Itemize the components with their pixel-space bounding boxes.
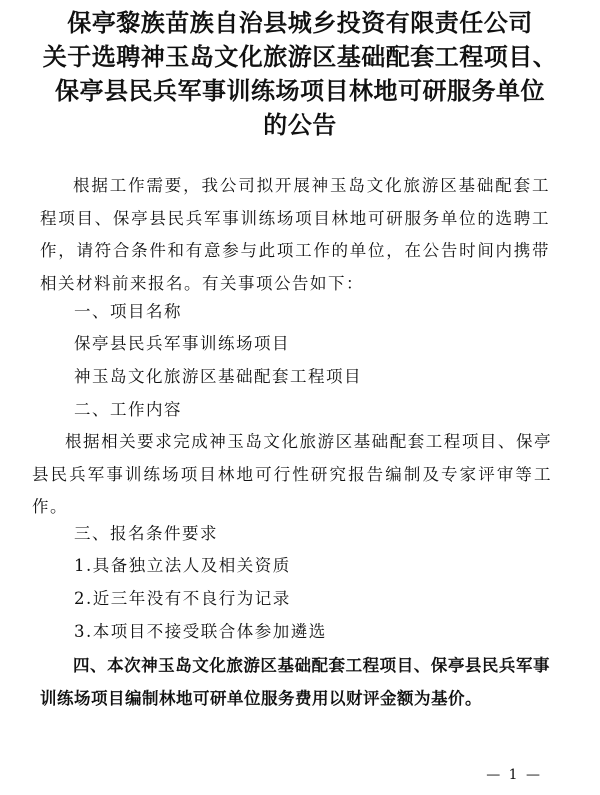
title-line-2: 关于选聘神玉岛文化旅游区基础配套工程项目、	[42, 43, 558, 71]
title-line-4: 的公告	[263, 111, 337, 139]
project-name-2: 神玉岛文化旅游区基础配套工程项目	[74, 367, 362, 386]
title-line-1: 保亭黎族苗族自治县城乡投资有限责任公司	[67, 9, 533, 37]
work-content-paragraph: 根据相关要求完成神玉岛文化旅游区基础配套工程项目、保亭县民兵军事训练场项目林地可行性研究报告编制及专家评审等工作。	[32, 432, 552, 516]
section-4-paragraph: 四、本次神玉岛文化旅游区基础配套工程项目、保亭县民兵军事训练场项目编制林地可研单位服务费用以财评金额为基价。	[40, 656, 550, 708]
title-line-3: 保亭县民兵军事训练场项目林地可研服务单位	[55, 77, 545, 105]
announcement-title	[20, 6, 580, 142]
requirement-1: 1.具备独立法人及相关资质	[74, 556, 291, 575]
section-1-heading: 一、项目名称	[74, 302, 182, 321]
project-name-1: 保亭县民兵军事训练场项目	[74, 334, 290, 353]
page-number: — 1 —	[486, 767, 542, 783]
section-2-heading: 二、工作内容	[74, 400, 182, 419]
requirement-3: 3.本项目不接受联合体参加遴选	[74, 622, 327, 641]
intro-paragraph: 根据工作需要，我公司拟开展神玉岛文化旅游区基础配套工程项目、保亭县民兵军事训练场项目林地可研服务单位的选聘工作，请符合条件和有意参与此项工作的单位，在公告时间内携带相关材料前来报名。有关事项公告如下：	[40, 176, 550, 293]
section-3-heading: 三、报名条件要求	[74, 524, 218, 543]
requirement-2: 2.近三年没有不良行为记录	[74, 589, 291, 608]
